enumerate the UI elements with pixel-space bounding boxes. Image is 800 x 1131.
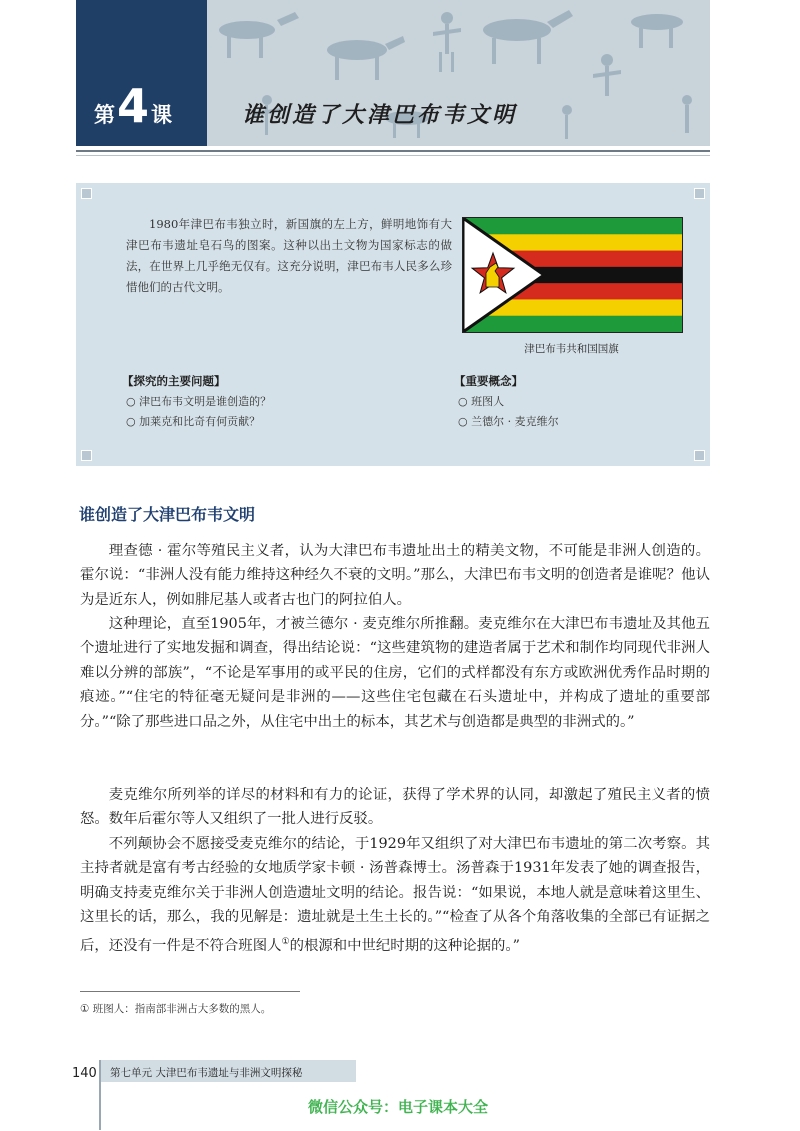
lesson-title: 谁创造了大津巴布韦文明 (242, 103, 518, 128)
intro-panel (76, 183, 710, 466)
lesson-suffix: 课 (151, 103, 173, 127)
concepts-heading: 【重要概念】 (454, 374, 523, 388)
footer-unit-title: 第七单元 大津巴布韦遗址与非洲文明探秘 (110, 1067, 303, 1079)
body-paragraph: 这种理论，直至1905年，才被兰德尔 · 麦克维尔所推翻。麦克维尔在大津巴布韦遗址及其他五个遗址进行了实地发掘和调查，得出结论说：“这些建筑物的建造者属于艺术和制作均同现代非洲人难以分辨的部族”，“不论是军事用的或平民的住房，它们的式样都没有东方或欧洲优秀作品时期的痕迹。”“住宅的特征毫无疑问是非洲的——这些住宅包藏在石头遗址中，并构成了遗址的重要部分。”“除了那些进口品之外，从住宅中出土的标本，其艺术与创造都是典型的非洲式的。” (80, 616, 710, 730)
body-paragraph-text: 不列颠协会不愿接受麦克维尔的结论，于1929年又组织了对大津巴布韦遗址的第二次考察。其主持者就是富有考古经验的女地质学家卡顿 · 汤普森博士。汤普森于1931年发表了她的调查报告，明确支持麦克维尔关于非洲人创造遗址文明的结论。报告说：“如果说，本地人就是意味着这里生、这里长的话，那么，我的见解是：遗址就是土生土长的。”“检查了从各个角落收集的全部已有证据之后，还没有一件是不符合班图人 (80, 836, 710, 954)
flag-caption: 津巴布韦共和国国旗 (524, 343, 619, 355)
lesson-prefix: 第 (94, 103, 115, 127)
footnote-divider (80, 991, 300, 992)
concept-item: ○ 班图人 (458, 395, 505, 408)
lesson-number: 4 (117, 79, 150, 133)
concept-item: ○ 兰德尔 · 麦克维尔 (458, 415, 559, 428)
lesson-header (76, 0, 710, 146)
body-paragraph: 理查德 · 霍尔等殖民主义者，认为大津巴布韦遗址出土的精美文物，不可能是非洲人创造的。霍尔说：“非洲人没有能力维持这种经久不衰的文明。”那么，大津巴布韦文明的创造者是谁呢？他认为是近东人，例如腓尼基人或者古也门的阿拉伯人。 (80, 543, 710, 608)
section-heading: 谁创造了大津巴布韦文明 (79, 505, 256, 524)
panel-corner-mark (81, 188, 92, 199)
intro-paragraph: 1980年津巴布韦独立时，新国旗的左上方，鲜明地饰有大津巴布韦遗址皂石鸟的图案。这种以出土文物为国家标志的做法，在世界上几乎绝无仅有。这充分说明，津巴布韦人民多么珍惜他们的古代文明。 (126, 217, 452, 294)
question-item: ○ 津巴布韦文明是谁创造的？ (126, 395, 272, 408)
lesson-label (94, 79, 173, 133)
panel-corner-mark (81, 450, 92, 461)
page-number: 140 (72, 1066, 97, 1081)
flag-stripe (463, 316, 682, 332)
questions-heading: 【探究的主要问题】 (122, 374, 226, 388)
panel-corner-mark (694, 450, 705, 461)
watermark: 微信公众号：电子课本大全 (308, 1098, 489, 1116)
flag-stripe (463, 218, 682, 235)
lesson-number-box (76, 0, 207, 146)
zimbabwe-flag (462, 217, 683, 333)
header-divider (76, 150, 710, 152)
footnote-marker[interactable]: ① (281, 936, 290, 947)
body-paragraph: 麦克维尔所列举的详尽的材料和有力的论证，获得了学术界的认同，却激起了殖民主义者的愤怒。数年后霍尔等人又组织了一批人进行反驳。 (80, 787, 710, 828)
zimbabwe-flag-image (463, 218, 682, 332)
question-item: ○ 加莱克和比奇有何贡献？ (126, 415, 261, 428)
panel-corner-mark (694, 188, 705, 199)
footer-divider (99, 1060, 101, 1130)
body-paragraph-tail: 的根源和中世纪时期的这种论据的。” (289, 937, 520, 954)
footnote: ① 班图人：指南部非洲占大多数的黑人。 (80, 1003, 272, 1015)
header-divider-thin (76, 155, 710, 156)
body-paragraph (80, 832, 710, 958)
